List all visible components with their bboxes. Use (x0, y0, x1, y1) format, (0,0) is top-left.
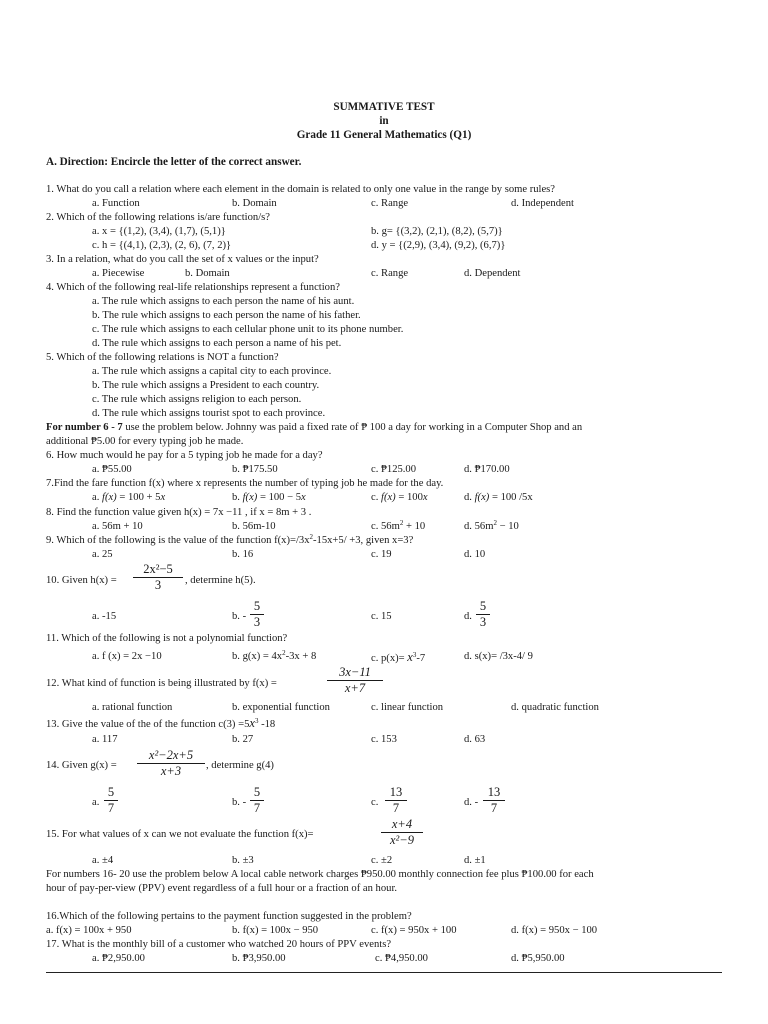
q15-choice-b: b. ±3 (232, 855, 254, 866)
direction: A. Direction: Encircle the letter of the correct answer. (46, 156, 302, 168)
q16-choice-c: c. f(x) = 950x + 100 (371, 925, 457, 936)
q14-choice-c: c. (371, 797, 379, 808)
question-11: 11. Which of the following is not a polynomial function? (46, 633, 288, 644)
q2-choice-b: b. g= {(3,2), (2,1), (8,2), (5,7)} (371, 226, 503, 237)
q5-choice-a: a. The rule which assigns a capital city to each province. (92, 366, 332, 377)
q13-choice-a: a. 117 (92, 734, 118, 745)
q15-choice-a: a. ±4 (92, 855, 114, 866)
problem-6-7-line2: additional ₱5.00 for every typing job he made. (46, 436, 244, 447)
bottom-rule (46, 972, 722, 973)
q3-choice-a: a. Piecewise (92, 268, 145, 279)
question-16: 16.Which of the following pertains to the payment function suggested in the problem? (46, 911, 412, 922)
q14-fraction: x²−2x+5 x+3 (137, 749, 205, 778)
q6-choice-c: c. ₱125.00 (371, 464, 417, 475)
q10-choice-d-fraction: 5 3 (476, 600, 490, 629)
q15-choice-c: c. ±2 (371, 855, 393, 866)
problem-6-7-text: use the problem below. Johnny was paid a fixed rate of ₱ 100 a day for working in a Computer Shop and an (122, 422, 583, 433)
q13-choice-d: d. 63 (464, 734, 486, 745)
problem-6-7-label: For number 6 - 7 (46, 422, 123, 433)
q9-choice-c: c. 19 (371, 549, 392, 560)
q14-choice-b: b. - (232, 797, 247, 808)
q6-choice-a: a. ₱55.00 (92, 464, 132, 475)
q7-choice-c: c. f(x) = 100x (371, 492, 428, 503)
question-8: 8. Find the function value given h(x) = 7x −11 , if x = 8m + 3 . (46, 507, 312, 518)
q17-choice-d: d. ₱5,950.00 (511, 953, 565, 964)
q17-choice-a: a. ₱2,950.00 (92, 953, 145, 964)
question-4: 4. Which of the following real-life relationships represent a function? (46, 282, 340, 293)
q17-choice-b: b. ₱3,950.00 (232, 953, 286, 964)
q16-choice-b: b. f(x) = 100x − 950 (232, 925, 319, 936)
q17-choice-c: c. ₱4,950.00 (375, 953, 428, 964)
q6-choice-b: b. ₱175.50 (232, 464, 278, 475)
q9-choice-b: b. 16 (232, 549, 254, 560)
question-2: 2. Which of the following relations is/are function/s? (46, 212, 270, 223)
q4-choice-c: c. The rule which assigns to each cellular phone unit to its phone number. (92, 324, 404, 335)
question-13: 13. Give the value of the of the function $c(3) =5x^3$ -18 (46, 716, 276, 730)
question-14-tail: , determine g(4) (206, 760, 274, 771)
question-15: 15. For what values of x can we not evaluate the function f(x)= (46, 829, 314, 840)
q8-choice-a: a. 56m + 10 (92, 521, 143, 532)
q4-choice-b: b. The rule which assigns to each person the name of his father. (92, 310, 361, 321)
problem-16-20-line2: hour of pay-per-view (PPV) event regardless of a full hour or a fraction of an hour. (46, 883, 398, 894)
q7-choice-d: d. f(x) = 100 /5x (464, 492, 533, 503)
q9-choice-a: a. 25 (92, 549, 113, 560)
problem-16-20: For numbers 16- 20 use the problem below A local cable network charges ₱950.00 monthly connection fee plus ₱100.00 for each (46, 869, 594, 880)
test-subtitle: Grade 11 General Mathematics (Q1) (296, 129, 472, 141)
q14-choice-c-fraction: 13 7 (385, 786, 407, 815)
q12-choice-d: d. quadratic function (511, 702, 599, 713)
q14-choice-a-fraction: 5 7 (104, 786, 118, 815)
q10-choice-c: c. 15 (371, 611, 392, 622)
q11-choice-a: a. f (x) = 2x −10 (92, 651, 162, 662)
q2-choice-a: a. x = {(1,2), (3,4), (1,7), (5,1)} (92, 226, 226, 237)
q4-choice-d: d. The rule which assigns to each person a name of his pet. (92, 338, 342, 349)
q7-choice-b: b. f(x) = 100 − 5x (232, 492, 306, 503)
question-5: 5. Which of the following relations is NOT a function? (46, 352, 279, 363)
q3-choice-b: b. Domain (185, 268, 230, 279)
test-title: SUMMATIVE TEST (333, 101, 435, 113)
q6-choice-d: d. ₱170.00 (464, 464, 510, 475)
question-17: 17. What is the monthly bill of a customer who watched 20 hours of PPV events? (46, 939, 392, 950)
q7-choice-a: a. f(x) = 100 + 5x (92, 492, 166, 503)
q13-choice-c: c. 153 (371, 734, 397, 745)
q9-choice-d: d. 10 (464, 549, 486, 560)
q10-fraction: 2x²−5 3 (133, 563, 183, 592)
q1-choice-d: d. Independent (511, 198, 574, 209)
q8-choice-d: d. $56m^2 - 10$ (464, 519, 519, 532)
q10-choice-d: d. (464, 611, 472, 622)
q14-choice-d-fraction: 13 7 (483, 786, 505, 815)
q3-choice-c: c. Range (371, 268, 409, 279)
question-14: 14. Given g(x) = (46, 760, 117, 771)
q16-choice-a: a. f(x) = 100x + 950 (46, 925, 132, 936)
question-10-tail: , determine h(5). (185, 575, 256, 586)
question-9: 9. Which of the following is the value of the function $f(x)=/3x^2-15x+5/ +3$, given x=3? (46, 533, 414, 546)
q8-choice-b: b. 56m-10 (232, 521, 276, 532)
question-10: 10. Given h(x) = (46, 575, 117, 586)
q2-choice-d: d. y = {(2,9), (3,4), (9,2), (6,7)} (371, 240, 506, 251)
q10-choice-b: b. - (232, 611, 247, 622)
q15-choice-d: d. ±1 (464, 855, 486, 866)
test-title-in: in (379, 115, 389, 127)
q14-choice-d: d. - (464, 797, 479, 808)
q1-choice-b: b. Domain (232, 198, 277, 209)
q15-fraction: x+4 x²−9 (381, 818, 423, 847)
q10-choice-a: a. -15 (92, 611, 117, 622)
q14-choice-a: a. (92, 797, 100, 808)
q2-choice-c: c. h = {(4,1), (2,3), (2, 6), (7, 2)} (92, 240, 232, 251)
q13-choice-b: b. 27 (232, 734, 254, 745)
q12-fraction: 3x−11 x+7 (327, 666, 383, 695)
q8-choice-c: c. $56m^2 + 10$ (371, 519, 426, 532)
problem-6-7 (46, 422, 582, 434)
q5-choice-c: c. The rule which assigns religion to each person. (92, 394, 302, 405)
q10-choice-b-fraction: 5 3 (250, 600, 264, 629)
q12-choice-a: a. rational function (92, 702, 173, 713)
question-7: 7.Find the fare function f(x) where x represents the number of typing job he made for the day. (46, 478, 444, 489)
q3-choice-d: d. Dependent (464, 268, 521, 279)
question-12: 12. What kind of function is being illustrated by f(x) = (46, 678, 277, 689)
question-3: 3. In a relation, what do you call the set of x values or the input? (46, 254, 319, 265)
q11-choice-c: c. $p(x)= x^3-7$ (371, 650, 426, 664)
q14-choice-b-fraction: 5 7 (250, 786, 264, 815)
q12-choice-c: c. linear function (371, 702, 444, 713)
q16-choice-d: d. f(x) = 950x − 100 (511, 925, 598, 936)
q1-choice-a: a. Function (92, 198, 140, 209)
question-6: 6. How much would he pay for a 5 typing job he made for a day? (46, 450, 323, 461)
q5-choice-b: b. The rule which assigns a President to each country. (92, 380, 320, 391)
q11-choice-b: b. $g(x) = 4x^2-3x + 8$ (232, 649, 317, 662)
q1-choice-c: c. Range (371, 198, 409, 209)
q5-choice-d: d. The rule which assigns tourist spot to each province. (92, 408, 326, 419)
q12-choice-b: b. exponential function (232, 702, 330, 713)
q4-choice-a: a. The rule which assigns to each person the name of his aunt. (92, 296, 355, 307)
question-1: 1. What do you call a relation where each element in the domain is related to only one value in the range by some rules? (46, 184, 556, 195)
q11-choice-d: d. s(x)= /3x-4/ 9 (464, 651, 533, 662)
